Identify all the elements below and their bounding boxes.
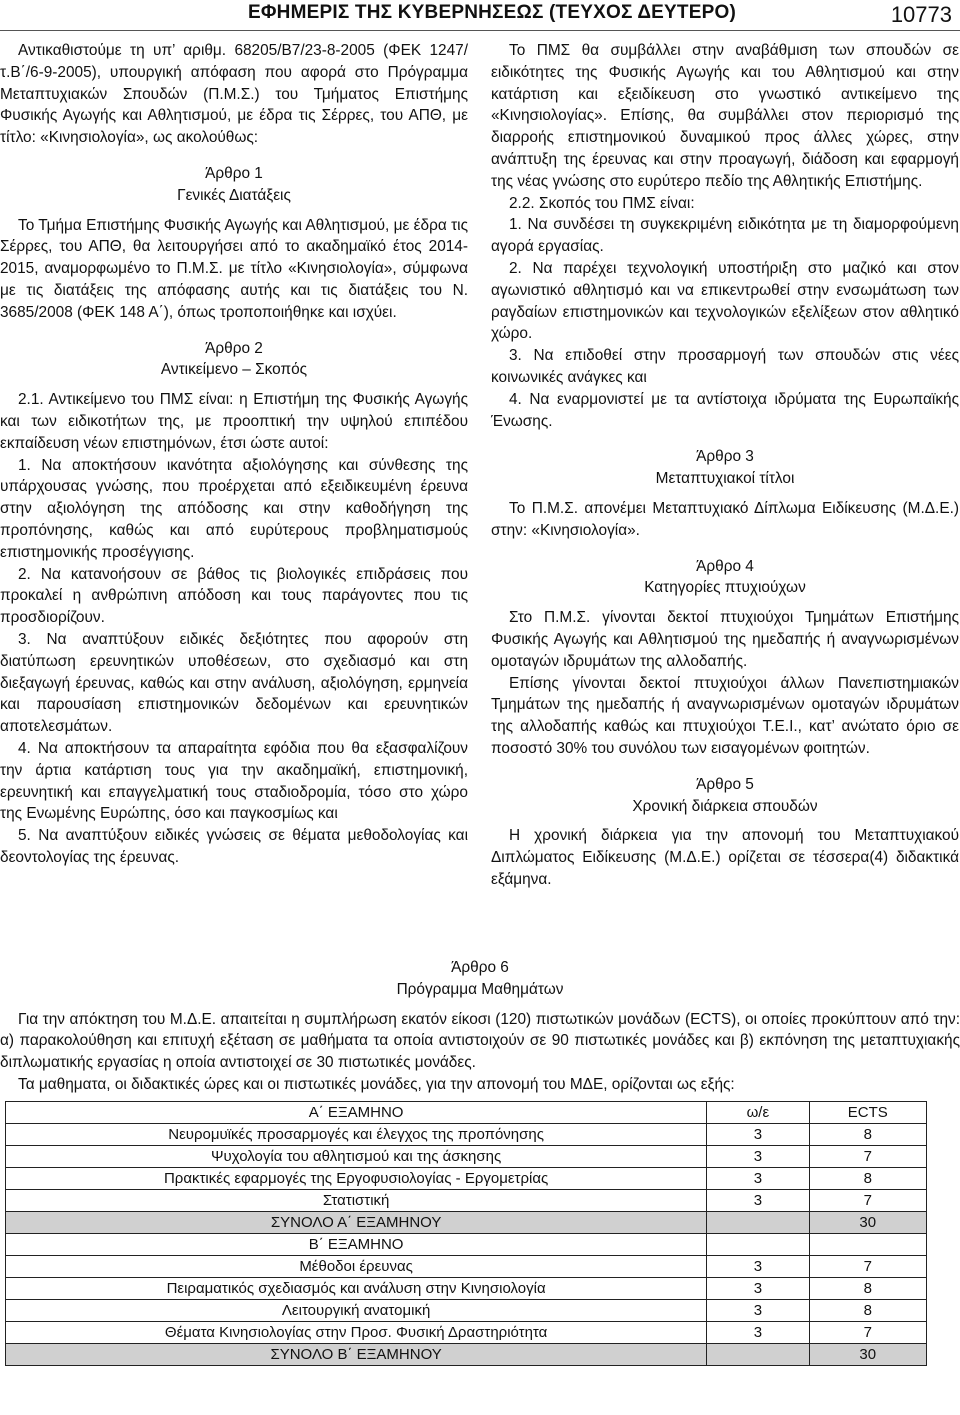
hours-cell: 3: [707, 1300, 809, 1322]
right-column: [491, 40, 959, 891]
course-cell: Θέματα Κινησιολογίας στην Προσ. Φυσική Δραστηριότητα: [6, 1322, 707, 1344]
course-cell: ΣΥΝΟΛΟ Α΄ ΕΞΑΜΗΝΟΥ: [6, 1212, 707, 1234]
course-cell: Β΄ ΕΞΑΜΗΝΟ: [6, 1234, 707, 1256]
course-cell: Μέθοδοι έρευνας: [6, 1256, 707, 1278]
aim-1: 1. Να συνδέσει τη συγκεκριμένη ειδικότητα με τη διαμορφούμενη αγορά εργασίας.: [491, 216, 959, 256]
courses-table: [5, 1101, 927, 1366]
table-row: [6, 1322, 927, 1344]
course-cell: Α΄ ΕΞΑΜΗΝΟ: [6, 1102, 707, 1124]
article-2-2-heading: 2.2. Σκοπός του ΠΜΣ είναι:: [509, 194, 695, 212]
aim-4: 4. Να εναρμονιστεί με τα αντίστοιχα ιδρύματα της Ευρωπαϊκής Ένωσης.: [491, 390, 959, 430]
objective-3: 3. Να αναπτύξουν ειδικές δεξιότητες που αφορούν στη διατύπωση ερευνητικών υποθέσεων, στο σχεδιασμό και στη διεξαγωγή έρευνας, καθώς και στην ανάλυση, αξιολόγηση, ερμηνεία και παρουσίαση επιστημονικών δεδομένων και ερευνητικών αποτελεσμάτων.: [0, 630, 468, 736]
article-3-text: Το Π.Μ.Σ. απονέμει Μεταπτυχιακό Δίπλωμα Ειδίκευσης (Μ.Δ.Ε.) στην: «Κινησιολογία».: [491, 499, 959, 539]
table-row: [6, 1146, 927, 1168]
table-total-row: [6, 1344, 927, 1366]
hours-cell: 3: [707, 1278, 809, 1300]
table-total-row: [6, 1212, 927, 1234]
article-5-text: Η χρονική διάρκεια για την απονομή του Μεταπτυχιακού Διπλώματος Ειδίκευσης (Μ.Δ.Ε.) ορίζεται σε τέσσερα(4) διδακτικά εξάμηνα.: [491, 827, 959, 888]
article-4-paragraph-2: Επίσης γίνονται δεκτοί πτυχιούχοι άλλων Πανεπιστημιακών Τμημάτων της ημεδαπής ή αναγνωρισμένων ομοταγών ιδρυμάτων της αλλοδαπής καθώς και πτυχιούχοι Τ.Ε.Ι., κατ’ ανώτατο όριο σε ποσοστό 30% του συνόλου των εισαγομένων φοιτητών.: [491, 674, 959, 757]
article-4-number: Άρθρο 4: [696, 557, 754, 575]
ects-cell: 8: [809, 1278, 927, 1300]
article-4-title: Κατηγορίες πτυχιούχων: [644, 579, 806, 597]
article-6-section: [0, 957, 960, 1096]
table-row: [6, 1102, 927, 1124]
aim-2: 2. Να παρέχει τεχνολογική υποστήριξη στο μαζικό και στον αγωνιστικό αθλητισμό και να επικεντρωθεί στην ενσωμάτωση των ραγδαίων επιστημονικών και τεχνολογικών εξελίξεων στον αθλητικό χώρο.: [491, 259, 959, 343]
objective-2: 2. Να κατανοήσουν σε βάθος τις βιολογικές επιδράσεις που προκαλεί η ανθρώπινη απόδοση και τους παράγοντες που τις προσδιορίζουν.: [0, 565, 468, 627]
article-6-title: Πρόγραμμα Μαθημάτων: [396, 980, 564, 998]
continuation-paragraph: Το ΠΜΣ θα συμβάλλει στην αναβάθμιση των σπουδών σε ειδικότητες της Φυσικής Αγωγής και του Αθλητισμού και στην κατάρτιση και εξειδίκευση στο γνωστικό αντικείμενο της «Κινησιολογίας». Επίσης, θα συμβάλλει στον περιορισμό της διαρροής επιστημονικού δυναμικού προς άλλες χώρες, στην ανάπτυξη της έρευνας και στην προαγωγή, διάδοση και εφαρμογή της νέας γνώσης στο ευρύτερο πεδίο της Αθλητικής Επιστήμης.: [491, 42, 959, 190]
intro-paragraph: Αντικαθιστούμε τη υπ’ αριθμ. 68205/Β7/23-8-2005 (ΦΕΚ 1247/τ.Β΄/6-9-2005), υπουργική απόφαση που αφορά στο Πρόγραμμα Μεταπτυχιακών Σπουδών (Π.Μ.Σ.) του Τμήματος Επιστήμης Φυσικής Αγωγής και Αθλητισμού, με έδρα τις Σέρρες, του ΑΠΘ, με τίτλο: «Κινησιολογία», ως ακολούθως:: [0, 42, 468, 147]
table-row: [6, 1190, 927, 1212]
course-cell: Στατιστική: [6, 1190, 707, 1212]
table-row: [6, 1256, 927, 1278]
ects-cell: 7: [809, 1146, 927, 1168]
article-2-1-paragraph: 2.1. Αντικείμενο του ΠΜΣ είναι: η Επιστήμη της Φυσικής Αγωγής και των ειδικοτήτων της, με προοπτική την υψηλού επιπέδου εκπαίδευση νέων επιστημόνων, έτσι ώστε αυτοί:: [0, 391, 468, 452]
hours-cell: [707, 1344, 809, 1366]
gazette-title: ΕΦΗΜΕΡΙΣ ΤΗΣ ΚΥΒΕΡΝΗΣΕΩΣ (ΤΕΥΧΟΣ ΔΕΥΤΕΡΟ): [248, 2, 736, 23]
hours-cell: ω/ε: [707, 1102, 809, 1124]
hours-cell: 3: [707, 1322, 809, 1344]
article-2-title: Αντικείμενο – Σκοπός: [160, 361, 308, 379]
ects-cell: [809, 1234, 927, 1256]
article-6-paragraph-2: Τα μαθηματα, οι διδακτικές ώρες και οι πιστωτικές μονάδες, για την απονομή του ΜΔΕ, ορίζονται ως εξής:: [18, 1075, 735, 1093]
article-1-text: Το Τμήμα Επιστήμης Φυσικής Αγωγής και Αθλητισμού, με έδρα τις Σέρρες, του ΑΠΘ, θα λειτουργήσει από το ακαδημαϊκό έτος 2014-2015, αναμορφωμένο το Π.Μ.Σ. με τίτλο «Κινησιολογία», σύμφωνα με τις διατάξεις της απόφασης αυτής και τις διατάξεις του Ν. 3685/2008 (ΦΕΚ 148 Α΄), όπως τροποποιήθηκε και ισχύει.: [0, 216, 468, 321]
hours-cell: 3: [707, 1146, 809, 1168]
article-4-paragraph-1: Στο Π.Μ.Σ. γίνονται δεκτοί πτυχιούχοι Τμημάτων Επιστήμης Φυσικής Αγωγής και Αθλητισμού της ημεδαπής ή αναγνωρισμένων ομοταγών ιδρυμάτων της αλλοδαπής.: [491, 609, 959, 670]
aim-3: 3. Να επιδοθεί στην προσαρμογή των σπουδών στις νέες κοινωνικές ανάγκες και: [491, 347, 959, 386]
page-header: [0, 0, 960, 31]
ects-cell: 8: [809, 1168, 927, 1190]
objective-1: 1. Να αποκτήσουν ικανότητα αξιολόγησης και σύνθεσης της υπάρχουσας γνώσης, που προέρχεται από εξειδικευμένη έρευνα στην αξιολόγηση της απόδοσης και στην καθοδήγηση της προπόνησης, καθώς και από ευρύτερους προβληματισμούς επιστημονικής προσέγγισης.: [0, 456, 468, 561]
ects-cell: 8: [809, 1300, 927, 1322]
table-row: [6, 1234, 927, 1256]
article-6-number: Άρθρο 6: [451, 959, 509, 976]
hours-cell: 3: [707, 1124, 809, 1146]
article-1-title: Γενικές Διατάξεις: [177, 186, 291, 204]
course-cell: Πειραματικός σχεδιασμός και ανάλυση στην Κινησιολογία: [6, 1278, 707, 1300]
article-3-title: Μεταπτυχιακοί τίτλοι: [655, 470, 795, 488]
ects-cell: 8: [809, 1124, 927, 1146]
table-row: [6, 1168, 927, 1190]
left-column: [0, 40, 468, 869]
course-cell: Νευρομυϊκές προσαρμογές και έλεγχος της προπόνησης: [6, 1124, 707, 1146]
objective-5: 5. Να αναπτύξουν ειδικές γνώσεις σε θέματα μεθοδολογίας και δεοντολογίας της έρευνας.: [0, 827, 468, 866]
page-number: 10773: [890, 2, 952, 27]
ects-cell: 30: [809, 1212, 927, 1234]
table-row: [6, 1300, 927, 1322]
hours-cell: [707, 1212, 809, 1234]
objective-4: 4. Να αποκτήσουν τα απαραίτητα εφόδια που θα εξασφαλίζουν την άρτια κατάρτιση τους για την ακαδημαϊκή, επιστημονική, ερευνητική και επαγγελματική τους σταδιοδρομία, τόσο στο χώρο της Ενωμένης Ευρώπης, όσο και παγκοσμίως και: [0, 739, 468, 823]
article-5-title: Χρονική διάρκεια σπουδών: [632, 797, 818, 815]
hours-cell: 3: [707, 1190, 809, 1212]
course-cell: Ψυχολογία του αθλητισμού και της άσκησης: [6, 1146, 707, 1168]
ects-cell: 7: [809, 1322, 927, 1344]
ects-cell: 7: [809, 1256, 927, 1278]
article-6-paragraph-1: Για την απόκτηση του Μ.Δ.Ε. απαιτείται η συμπλήρωση εκατόν είκοσι (120) πιστωτικών μονάδων (ECTS), οι οποίες προκύπτουν από την: α) παρακολούθηση και επιτυχή εξέταση σε μαθήματα τα οποία αντιστοιχούν σε 90 πιστωτικές μονάδες και β) εκπόνηση της μεταπτυχιακής διπλωματικής εργασίας η οποία αντιστοιχεί σε 30 πιστωτικές μονάδες.: [0, 1010, 960, 1072]
ects-cell: ECTS: [809, 1102, 927, 1124]
hours-cell: 3: [707, 1168, 809, 1190]
course-cell: Πρακτικές εφαρμογές της Εργοφυσιολογίας - Εργομετρίας: [6, 1168, 707, 1190]
course-cell: Λειτουργική ανατομική: [6, 1300, 707, 1322]
course-cell: ΣΥΝΟΛΟ Β΄ ΕΞΑΜΗΝΟΥ: [6, 1344, 707, 1366]
article-3-number: Άρθρο 3: [696, 448, 754, 466]
table-row: [6, 1278, 927, 1300]
article-2-number: Άρθρο 2: [205, 339, 263, 357]
ects-cell: 7: [809, 1190, 927, 1212]
article-1-number: Άρθρο 1: [205, 164, 263, 182]
ects-cell: 30: [809, 1344, 927, 1366]
hours-cell: 3: [707, 1256, 809, 1278]
table-row: [6, 1124, 927, 1146]
hours-cell: [707, 1234, 809, 1256]
article-5-number: Άρθρο 5: [696, 775, 754, 793]
